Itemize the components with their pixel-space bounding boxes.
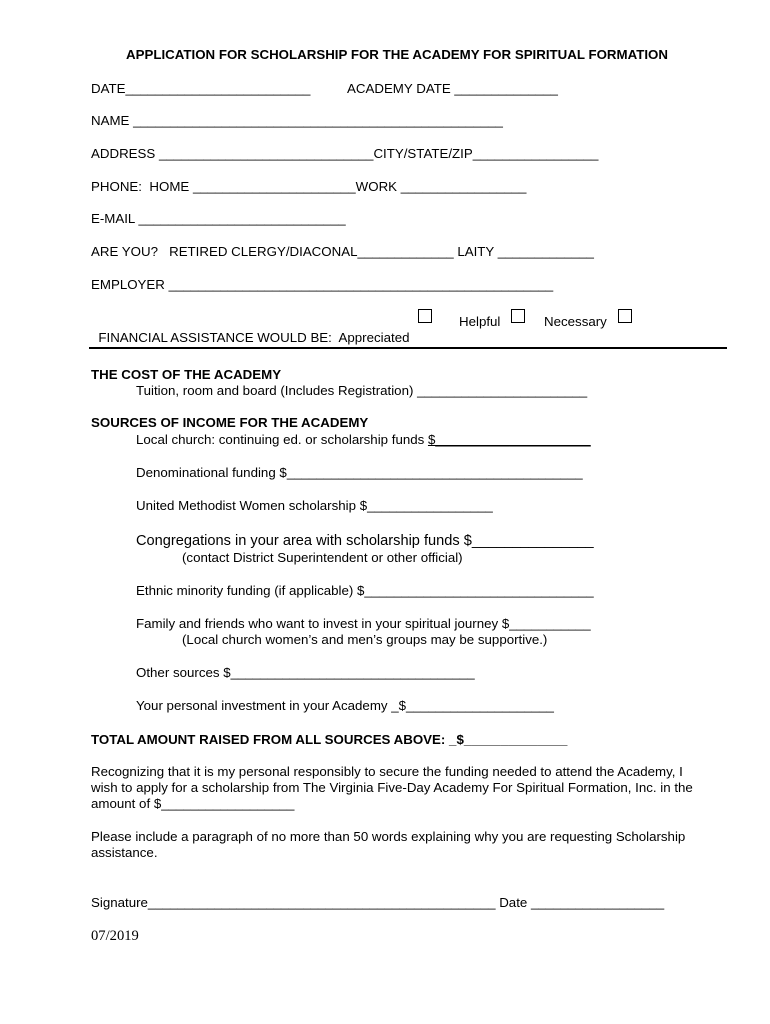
signature-date-label: Date (495, 895, 531, 910)
recognizing-line-3 (91, 796, 294, 812)
signature-field[interactable]: _______________________________________________ (147, 895, 496, 910)
tuition-field[interactable]: _______________________ (417, 383, 588, 398)
name-field[interactable]: __________________________________________________ (133, 113, 503, 128)
ethnic-row (136, 583, 594, 599)
financial-assistance-label: FINANCIAL ASSISTANCE WOULD BE: Appreciated (98, 330, 410, 345)
phone-work-label: WORK (355, 179, 401, 194)
amount-field[interactable]: __________________ (161, 796, 295, 811)
congregations-note: (contact District Superintendent or other official) (182, 550, 463, 565)
footer-date: 07/2019 (91, 928, 139, 944)
address-label: ADDRESS (91, 146, 159, 161)
local-church-label: Local church: continuing ed. or scholarship funds (136, 432, 428, 447)
appreciated-checkbox[interactable] (418, 309, 432, 323)
date-field[interactable]: _________________________ (125, 81, 311, 96)
email-row (91, 211, 346, 227)
page-title: APPLICATION FOR SCHOLARSHIP FOR THE ACADEMY FOR SPIRITUAL FORMATION (126, 47, 668, 62)
family-field[interactable]: $___________ (501, 616, 591, 631)
necessary-checkbox[interactable] (618, 309, 632, 323)
umw-field[interactable]: $_________________ (359, 498, 493, 513)
employer-row (91, 277, 553, 293)
family-label: Family and friends who want to invest in your spiritual journey (136, 616, 502, 631)
name-label: NAME (91, 113, 134, 128)
denominational-row (136, 465, 583, 481)
date-label: DATE (91, 81, 126, 96)
financial-assistance-row (91, 314, 410, 346)
total-row (91, 732, 567, 748)
academy-date-field[interactable]: ______________ (454, 81, 558, 96)
personal-row (136, 698, 554, 714)
name-row (91, 113, 503, 129)
recognizing-line-2: wish to apply for a scholarship from The Virginia Five-Day Academy For Spiritual Formation, Inc. in the (91, 780, 693, 795)
local-church-row (136, 432, 591, 448)
paragraph-line-1: Please include a paragraph of no more than 50 words explaining why you are requesting Scholarship (91, 829, 686, 844)
employer-label: EMPLOYER (91, 277, 169, 292)
total-field[interactable]: _$______________ (449, 732, 568, 747)
family-row (136, 616, 591, 632)
other-field[interactable]: $_________________________________ (223, 665, 475, 680)
congregations-field[interactable]: _______________ (471, 533, 594, 549)
date-row (91, 81, 310, 97)
other-row (136, 665, 475, 681)
academy-date-row (347, 81, 558, 97)
denominational-field[interactable]: $________________________________________ (279, 465, 583, 480)
ethnic-label: Ethnic minority funding (if applicable) (136, 583, 357, 598)
local-church-field[interactable]: $_____________________ (427, 432, 591, 447)
umw-row (136, 498, 493, 514)
personal-field[interactable]: _$____________________ (391, 698, 554, 713)
cost-heading: THE COST OF THE ACADEMY (91, 367, 282, 382)
necessary-label: Necessary (544, 314, 607, 329)
city-state-zip-field[interactable]: _________________ (472, 146, 599, 161)
laity-field[interactable]: _____________ (497, 244, 594, 259)
employer-field[interactable]: ____________________________________________________ (168, 277, 554, 292)
signature-label: Signature (91, 895, 148, 910)
family-note: (Local church women’s and men’s groups may be supportive.) (182, 632, 548, 647)
phone-work-field[interactable]: _________________ (400, 179, 527, 194)
recognizing-line-1: Recognizing that it is my personal responsibly to secure the funding needed to attend the Academy, I (91, 764, 683, 779)
personal-label: Your personal investment in your Academy (136, 698, 392, 713)
email-field[interactable]: ____________________________ (138, 211, 346, 226)
sources-heading: SOURCES OF INCOME FOR THE ACADEMY (91, 415, 369, 430)
phone-row (91, 179, 526, 195)
retired-clergy-field[interactable]: _____________ (357, 244, 454, 259)
congregations-label: Congregations in your area with scholarship funds $ (136, 533, 472, 549)
are-you-label: ARE YOU? RETIRED CLERGY/DIACONAL (91, 244, 358, 259)
tuition-label: Tuition, room and board (Includes Registration) (136, 383, 418, 398)
total-label: TOTAL AMOUNT RAISED FROM ALL SOURCES ABOVE: (91, 732, 450, 747)
tuition-row (136, 383, 587, 399)
paragraph-line-2: assistance. (91, 845, 158, 860)
congregations-row (136, 533, 594, 549)
academy-date-label: ACADEMY DATE (347, 81, 455, 96)
umw-label: United Methodist Women scholarship (136, 498, 360, 513)
signature-row (91, 895, 664, 911)
address-row (91, 146, 598, 162)
helpful-checkbox[interactable] (511, 309, 525, 323)
denominational-label: Denominational funding (136, 465, 280, 480)
phone-home-field[interactable]: ______________________ (192, 179, 356, 194)
laity-label: LAITY (453, 244, 498, 259)
section-divider (89, 347, 727, 349)
address-field[interactable]: _____________________________ (158, 146, 374, 161)
amount-label: amount of $ (91, 796, 162, 811)
are-you-row (91, 244, 594, 260)
helpful-label: Helpful (459, 314, 501, 329)
phone-home-label: PHONE: HOME (91, 179, 193, 194)
signature-date-field[interactable]: __________________ (530, 895, 665, 910)
ethnic-field[interactable]: $_______________________________ (356, 583, 594, 598)
other-label: Other sources (136, 665, 224, 680)
email-label: E-MAIL (91, 211, 139, 226)
city-state-zip-label: CITY/STATE/ZIP (373, 146, 473, 161)
